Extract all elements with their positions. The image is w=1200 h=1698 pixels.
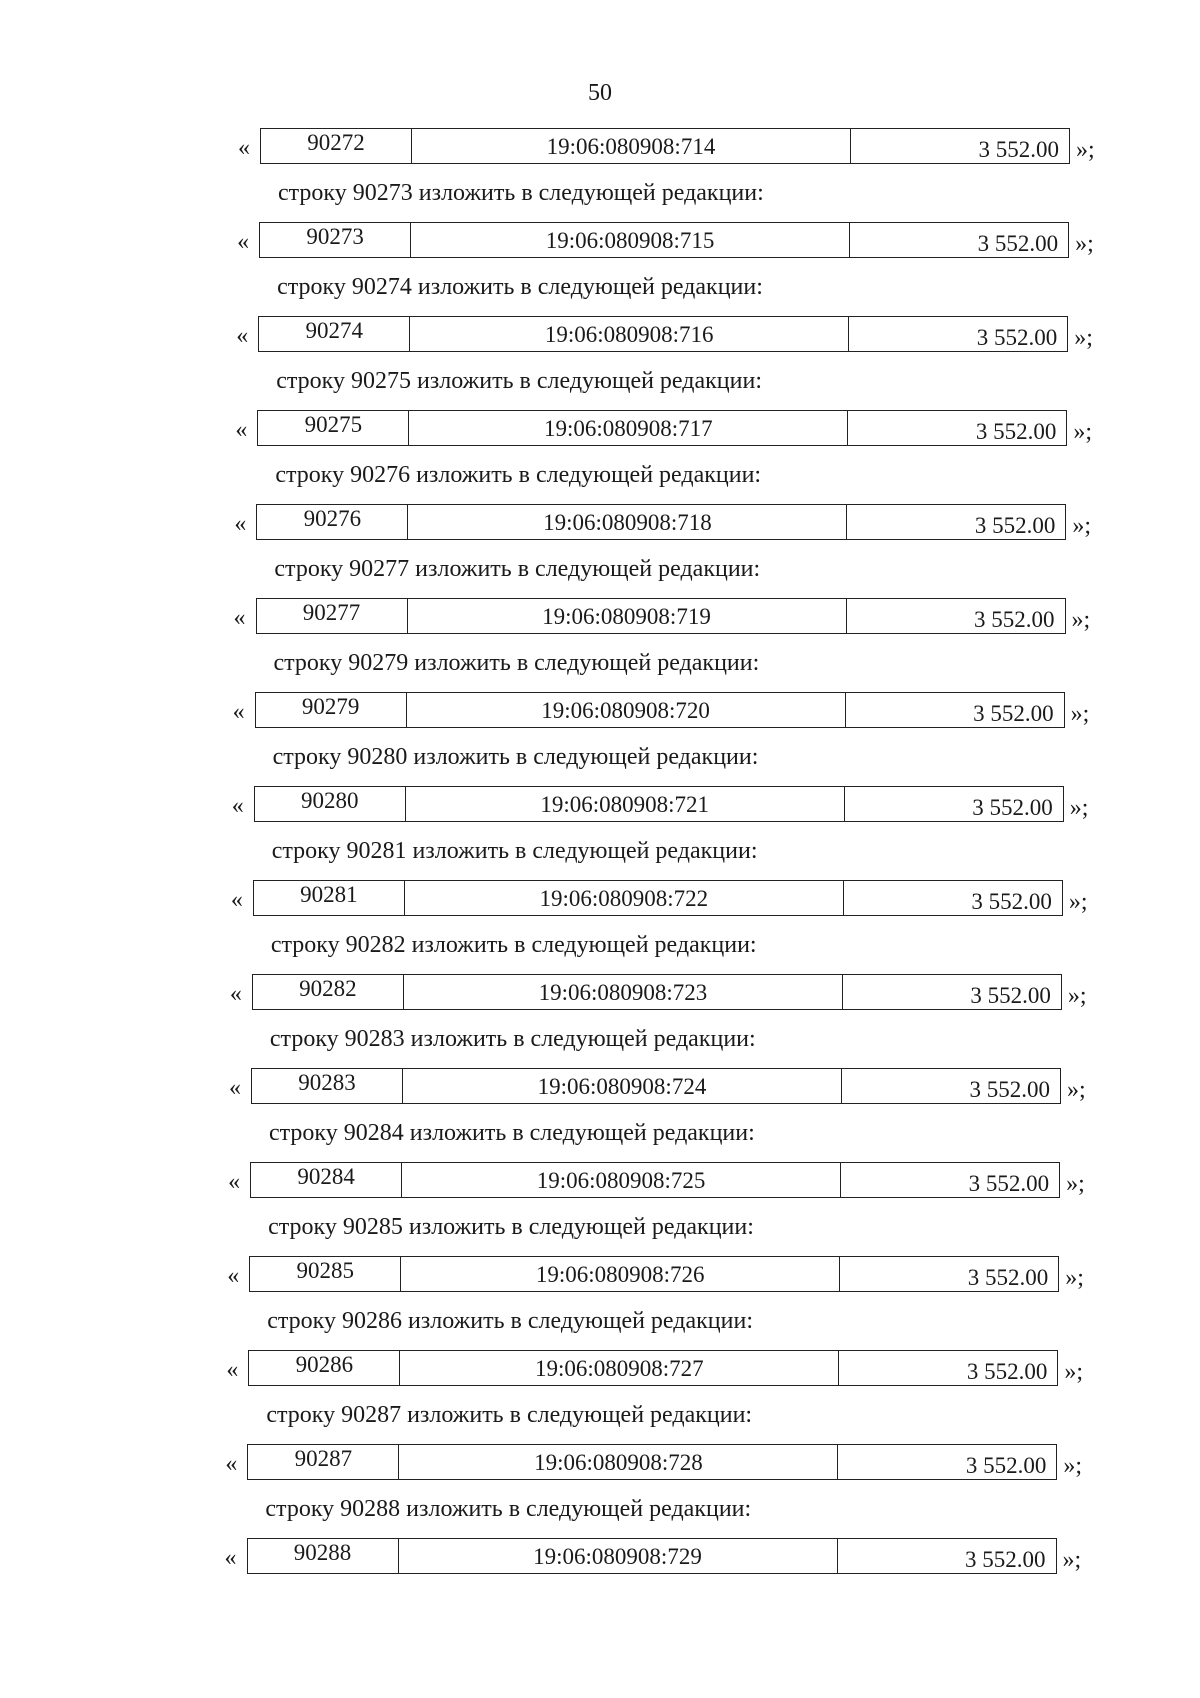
amendment-entry: [236, 318, 1098, 412]
page-number: 50: [588, 80, 612, 106]
amendment-instruction: строку 90282 изложить в следующей редакции:: [270, 932, 757, 958]
value-cell: 3 552.00: [851, 129, 1070, 163]
closing-quote: »;: [1073, 419, 1092, 445]
table-row: [226, 1352, 1083, 1386]
opening-quote: «: [235, 417, 248, 443]
opening-quote: «: [227, 1263, 240, 1289]
amendment-entry: [225, 1540, 1099, 1634]
value-cell: 3 552.00: [843, 975, 1062, 1009]
table-row: [225, 1446, 1082, 1480]
amendment-instruction: строку 90273 изложить в следующей редакции:: [278, 180, 764, 206]
value-cell: 3 552.00: [840, 1257, 1059, 1291]
cadastral-number-cell: 19:06:080908:725: [402, 1163, 841, 1197]
opening-quote: «: [229, 1075, 241, 1101]
opening-quote: «: [229, 981, 242, 1007]
row-number-cell: 90272: [260, 129, 412, 163]
closing-quote: »;: [1074, 325, 1093, 351]
amendment-entry: [234, 600, 1099, 694]
value-cell: 3 552.00: [850, 223, 1069, 257]
table-row: [225, 1540, 1082, 1574]
closing-quote: »;: [1064, 1359, 1083, 1385]
opening-quote: «: [232, 699, 245, 725]
opening-quote: «: [231, 793, 244, 819]
amendment-entry: [237, 224, 1098, 318]
table-row: [238, 130, 1095, 164]
opening-quote: «: [225, 1451, 238, 1477]
table-row: [237, 224, 1094, 258]
cadastral-number-cell: 19:06:080908:718: [408, 505, 847, 539]
cadastral-number-cell: 19:06:080908:720: [407, 693, 846, 727]
value-cell: 3 552.00: [842, 1069, 1061, 1103]
closing-quote: »;: [1062, 1547, 1082, 1573]
cadastral-number-cell: 19:06:080908:716: [410, 317, 849, 351]
table-row: [231, 882, 1088, 916]
amendment-entry: [234, 506, 1098, 600]
opening-quote: «: [233, 605, 246, 631]
cadastral-number-cell: 19:06:080908:714: [412, 129, 851, 163]
row-table: [251, 1068, 1061, 1104]
cadastral-number-cell: 19:06:080908:728: [399, 1445, 838, 1479]
cadastral-number-cell: 19:06:080908:717: [409, 411, 848, 445]
opening-quote: «: [234, 511, 247, 537]
row-table: [250, 1162, 1060, 1198]
amendment-entry: [232, 788, 1098, 882]
cadastral-number-cell: 19:06:080908:726: [401, 1257, 840, 1291]
closing-quote: »;: [1066, 1171, 1085, 1197]
amendment-list: [224, 130, 1098, 1634]
value-cell: 3 552.00: [849, 317, 1068, 351]
row-table: [257, 410, 1067, 446]
value-cell: 3 552.00: [847, 599, 1066, 633]
opening-quote: «: [226, 1357, 239, 1383]
table-row: [234, 600, 1091, 634]
amendment-entry: [226, 1352, 1098, 1446]
opening-quote: «: [230, 887, 243, 913]
cadastral-number-cell: 19:06:080908:729: [399, 1539, 838, 1573]
table-row: [234, 506, 1091, 540]
amendment-instruction: строку 90277 изложить в следующей редакции:: [274, 556, 761, 582]
closing-quote: »;: [1065, 1265, 1084, 1291]
closing-quote: »;: [1068, 889, 1088, 915]
cadastral-number-cell: 19:06:080908:727: [400, 1351, 839, 1385]
opening-quote: «: [237, 229, 250, 255]
amendment-entry: [227, 1258, 1098, 1352]
row-number-cell: 90288: [247, 1539, 399, 1573]
row-table: [248, 1350, 1058, 1386]
table-row: [227, 1258, 1084, 1292]
amendment-entry: [230, 976, 1098, 1070]
value-cell: 3 552.00: [838, 1445, 1057, 1479]
row-table: [254, 786, 1064, 822]
row-number-cell: 90283: [251, 1069, 403, 1103]
row-number-cell: 90279: [255, 693, 407, 727]
opening-quote: «: [224, 1545, 237, 1571]
cadastral-number-cell: 19:06:080908:721: [406, 787, 845, 821]
table-row: [230, 976, 1087, 1010]
amendment-instruction: строку 90274 изложить в следующей редакции:: [277, 274, 763, 300]
row-table: [259, 222, 1069, 258]
table-row: [233, 694, 1090, 728]
amendment-entry: [225, 1446, 1098, 1540]
row-table: [249, 1256, 1059, 1292]
amendment-instruction: строку 90286 изложить в следующей редакции:: [267, 1308, 753, 1334]
row-number-cell: 90285: [249, 1257, 401, 1291]
amendment-entry: [228, 1164, 1098, 1258]
table-row: [236, 318, 1093, 352]
amendment-entry: [238, 130, 1098, 224]
amendment-instruction: строку 90280 изложить в следующей редакции:: [272, 744, 759, 770]
row-table: [256, 504, 1066, 540]
table-row: [232, 788, 1089, 822]
opening-quote: «: [238, 135, 250, 161]
row-table: [247, 1538, 1057, 1574]
table-row: [229, 1070, 1086, 1104]
closing-quote: »;: [1069, 795, 1089, 821]
value-cell: 3 552.00: [844, 881, 1063, 915]
closing-quote: »;: [1067, 1077, 1086, 1103]
amendment-instruction: строку 90283 изложить в следующей редакции:: [269, 1026, 756, 1052]
value-cell: 3 552.00: [838, 1539, 1057, 1573]
row-table: [260, 128, 1070, 164]
amendment-instruction: строку 90275 изложить в следующей редакции:: [276, 368, 762, 394]
row-number-cell: 90281: [253, 881, 405, 915]
row-table: [247, 1444, 1057, 1480]
value-cell: 3 552.00: [839, 1351, 1058, 1385]
amendment-instruction: строку 90288 изложить в следующей редакции:: [265, 1496, 752, 1522]
amendment-entry: [231, 882, 1098, 976]
table-row: [228, 1164, 1085, 1198]
row-table: [253, 880, 1063, 916]
row-number-cell: 90286: [248, 1351, 400, 1385]
row-number-cell: 90275: [257, 411, 409, 445]
row-table: [256, 598, 1066, 634]
closing-quote: »;: [1075, 231, 1094, 257]
value-cell: 3 552.00: [845, 787, 1064, 821]
table-row: [235, 412, 1092, 446]
row-number-cell: 90277: [256, 599, 408, 633]
amendment-entry: [233, 694, 1098, 788]
value-cell: 3 552.00: [847, 505, 1066, 539]
row-number-cell: 90276: [256, 505, 408, 539]
closing-quote: »;: [1063, 1453, 1083, 1479]
row-number-cell: 90273: [259, 223, 411, 257]
cadastral-number-cell: 19:06:080908:715: [411, 223, 850, 257]
opening-quote: «: [236, 323, 249, 349]
amendment-instruction: строку 90284 изложить в следующей редакции:: [269, 1120, 755, 1146]
row-table: [255, 692, 1065, 728]
row-number-cell: 90280: [254, 787, 406, 821]
amendment-instruction: строку 90279 изложить в следующей редакции:: [273, 650, 760, 676]
closing-quote: »;: [1071, 607, 1091, 633]
row-number-cell: 90287: [247, 1445, 399, 1479]
closing-quote: »;: [1072, 513, 1092, 539]
cadastral-number-cell: 19:06:080908:723: [404, 975, 843, 1009]
row-number-cell: 90274: [258, 317, 410, 351]
row-number-cell: 90284: [250, 1163, 402, 1197]
cadastral-number-cell: 19:06:080908:722: [405, 881, 844, 915]
amendment-instruction: строку 90285 изложить в следующей редакции:: [268, 1214, 754, 1240]
row-table: [252, 974, 1062, 1010]
value-cell: 3 552.00: [848, 411, 1067, 445]
amendment-instruction: строку 90281 изложить в следующей редакции:: [271, 838, 758, 864]
row-table: [258, 316, 1068, 352]
closing-quote: »;: [1076, 137, 1095, 163]
opening-quote: «: [228, 1169, 241, 1195]
amendment-instruction: строку 90287 изложить в следующей редакции:: [266, 1402, 753, 1428]
closing-quote: »;: [1070, 701, 1090, 727]
closing-quote: »;: [1067, 983, 1087, 1009]
cadastral-number-cell: 19:06:080908:719: [408, 599, 847, 633]
value-cell: 3 552.00: [841, 1163, 1060, 1197]
cadastral-number-cell: 19:06:080908:724: [403, 1069, 842, 1103]
amendment-entry: [235, 412, 1098, 506]
value-cell: 3 552.00: [846, 693, 1065, 727]
row-number-cell: 90282: [252, 975, 404, 1009]
amendment-instruction: строку 90276 изложить в следующей редакции:: [275, 462, 762, 488]
amendment-entry: [229, 1070, 1098, 1164]
